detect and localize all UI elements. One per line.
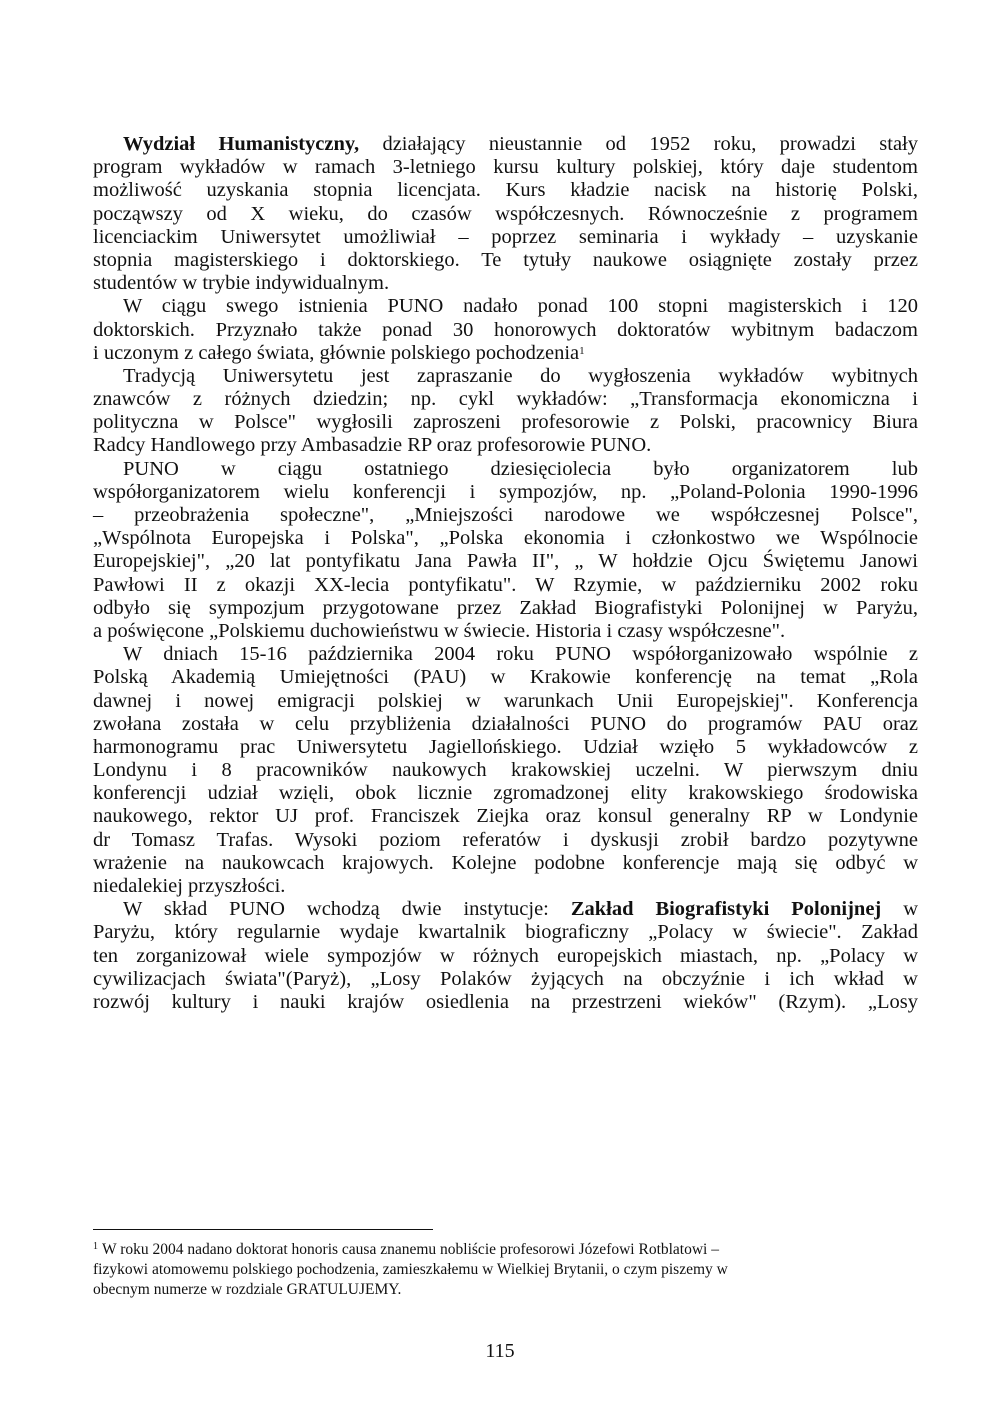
- page-number: 115: [485, 1340, 515, 1362]
- text-line: Radcy Handlowego przy Ambasadzie RP oraz profesorowie PUNO.: [93, 434, 652, 457]
- text-line: Polską Akademią Umiejętności (PAU) w Krakowie konferencję na temat „Rola: [93, 666, 918, 689]
- footnote-divider: [93, 1229, 433, 1230]
- paragraph-conferences: [93, 458, 918, 644]
- text-line: Wydział Humanistyczny, działający nieustannie od 1952 roku, prowadzi stały: [123, 133, 918, 155]
- paragraph-krakow-conference: [93, 643, 918, 898]
- text-line: Paryżu, który regularnie wydaje kwartalnik biograficzny „Polacy w świecie". Zakład: [93, 921, 918, 944]
- text-line: harmonogramu prac Uniwersytetu Jagiellońskiego. Udział wzięło 5 wykładowców z: [93, 735, 918, 758]
- body-text: [93, 133, 918, 1014]
- text-line: Europejskiej", „20 lat pontyfikatu Jana Pawła II", „ W hołdzie Ojcu Świętemu Janowi: [93, 550, 918, 573]
- footnote-line: fizykowi atomowemu polskiego pochodzenia, zamieszkałemu w Wielkiej Brytanii, o czym piszemy w: [93, 1261, 728, 1278]
- text-line: Pawłowi II z okazji XX-lecia pontyfikatu". W Rzymie, w październiku 2002 roku: [93, 573, 918, 596]
- text-line: „Wspólnota Europejska i Polska", „Polska ekonomia i członkostwo we Wspólnocie: [93, 527, 918, 550]
- text-line: współorganizatorem wielu konferencji i sympozjów, np. „Poland-Polonia 1990-1996: [93, 480, 918, 503]
- text-line: doktorskich. Przyznało także ponad 30 honorowych doktoratów wybitnym badaczom: [93, 318, 918, 341]
- text-line: Tradycją Uniwersytetu jest zapraszanie do wygłoszenia wykładów wybitnych: [123, 364, 918, 387]
- text-line: ten zorganizował wiele sympozjów w różnych europejskich miastach, np. „Polacy w: [93, 944, 918, 967]
- text-line: PUNO w ciągu ostatniego dziesięciolecia było organizatorem lub: [123, 457, 918, 480]
- footnote-line: $^1$ W roku 2004 nadano doktorat honoris causa znanemu nobliście profesorowi Józefowi Rotblatowi –: [93, 1241, 719, 1258]
- text-line: cywilizacjach świata"(Paryż), „Losy Polaków żyjących na obczyźnie i ich wkład w: [93, 967, 918, 990]
- text-line: licenciackim Uniwersytet umożliwiał – poprzez seminaria i wykłady – uzyskanie: [93, 225, 918, 248]
- paragraph-degrees: [93, 295, 918, 365]
- text-line: W dniach 15-16 października 2004 roku PUNO współorganizowało wspólnie z: [123, 643, 918, 666]
- paragraph-institutions: [93, 898, 918, 1014]
- bold-term: Zakład Biografistyki Polonijnej: [570, 898, 882, 921]
- text-line: począwszy od X wieku, do czasów współczesnych. Równocześnie z programem: [93, 202, 918, 225]
- footnote-reference[interactable]: 1: [579, 344, 585, 357]
- text-line: niedalekiej przyszłości.: [93, 875, 286, 897]
- text-line: możliwość uzyskania stopnia licencjata. Kurs kładzie nacisk na historię Polski,: [93, 179, 918, 202]
- paragraph-wydzial-humanistyczny: [93, 133, 918, 295]
- bold-term: Wydział Humanistyczny,: [123, 133, 360, 155]
- text-line: – przeobrażenia społeczne", „Mniejszości narodowe we współczesnej Polsce",: [93, 504, 918, 526]
- text-line: znawców z różnych dziedzin; np. cykl wykładów: „Transformacja ekonomiczna i: [93, 388, 918, 411]
- text-line: a poświęcone „Polskiemu duchowieństwu w świecie. Historia i czasy współczesne".: [93, 619, 786, 642]
- footnote-line: obecnym numerze w rozdziale GRATULUJEMY.: [93, 1281, 402, 1298]
- footnote: [93, 1240, 893, 1300]
- text-line: odbyło się sympozjum przygotowane przez Zakład Biografistyki Polonijnej w Paryżu,: [93, 596, 918, 619]
- text-line: studentów w trybie indywidualnym.: [93, 272, 390, 295]
- text-line: naukowego, rektor UJ prof. Franciszek Ziejka oraz konsul generalny RP w Londynie: [93, 805, 918, 828]
- text-line: wrażenie na naukowcach krajowych. Kolejne podobne konferencje mają się odbyć w: [93, 851, 918, 874]
- paragraph-lectures: [93, 365, 918, 458]
- text-line: konferencji udział wzięli, obok licznie zgromadzonej elity krakowskiego środowiska: [93, 782, 918, 805]
- text-line: Londynu i 8 pracowników naukowych krakowskiej uczelni. W pierwszym dniu: [93, 759, 918, 782]
- text-line: polityczna w Polsce" wygłosili zaproszeni profesorowie z Polski, pracownicy Biura: [93, 411, 918, 434]
- text-line: i uczonym z całego świata, głównie polskiego pochodzenia$^1$: [93, 341, 585, 364]
- text-line: W ciągu swego istnienia PUNO nadało ponad 100 stopni magisterskich i 120: [123, 295, 918, 318]
- text-line: zwołana została w celu przybliżenia działalności PUNO do programów PAU oraz: [93, 712, 918, 735]
- text-line: W skład PUNO wchodzą dwie instytucje: Zakład Biografistyki Polonijnej w: [123, 898, 918, 921]
- footnote-marker: 1: [93, 1241, 98, 1252]
- text-line: stopnia magisterskiego i doktorskiego. Te tytuły naukowe osiągnięte zostały przez: [93, 248, 918, 271]
- text-line: dr Tomasz Trafas. Wysoki poziom referatów i dyskusji zrobił bardzo pozytywne: [93, 828, 918, 851]
- text-line: rozwój kultury i nauki krajów osiedlenia na przestrzeni wieków" (Rzym). „Losy: [93, 990, 918, 1013]
- text-line: program wykładów w ramach 3-letniego kursu kultury polskiej, który daje studentom: [93, 156, 918, 179]
- text-line: dawnej i nowej emigracji polskiej w warunkach Unii Europejskiej". Konferencja: [93, 689, 918, 712]
